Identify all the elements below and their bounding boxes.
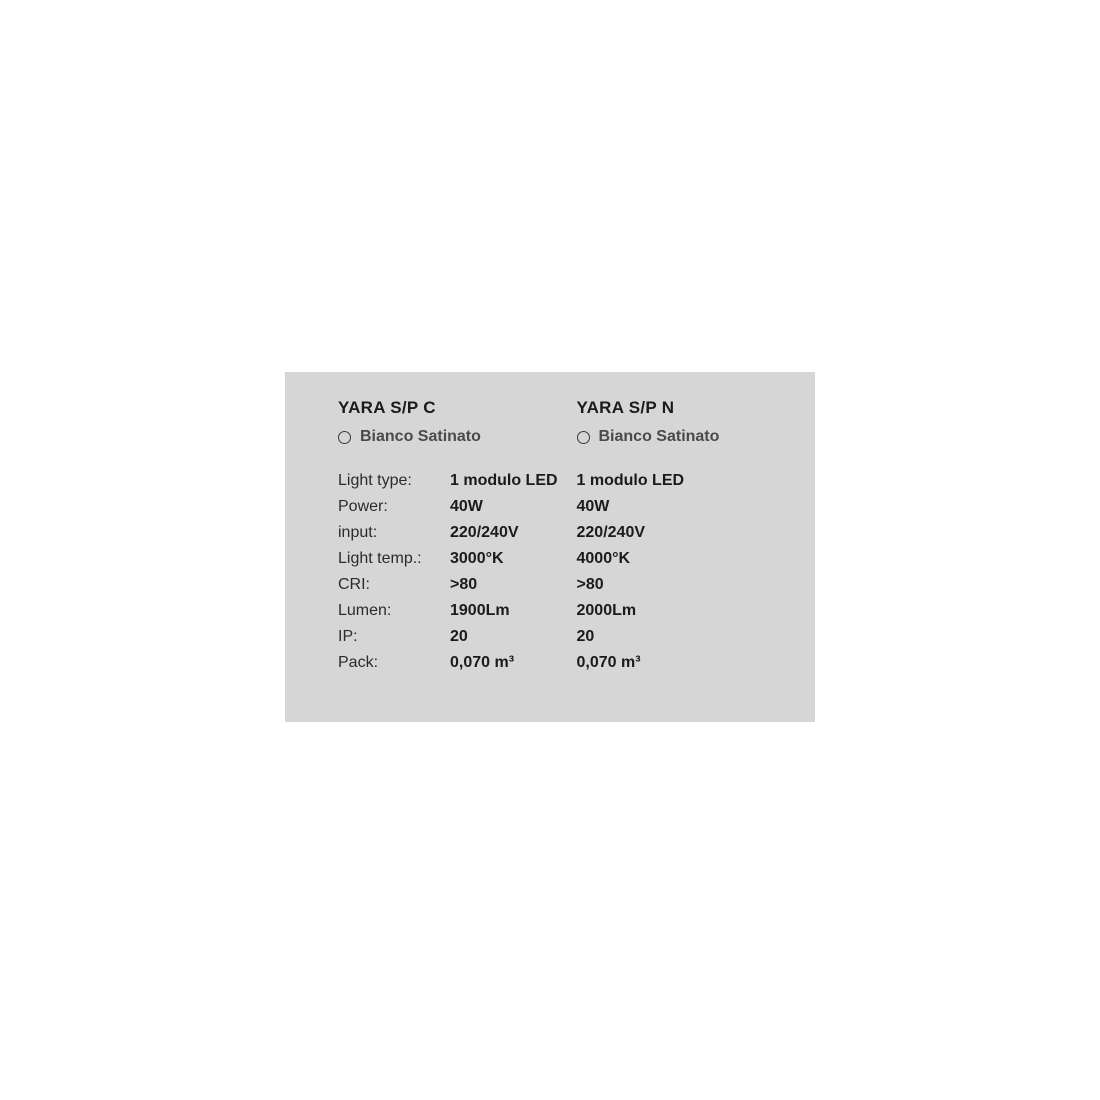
product-title: YARA S/P C bbox=[338, 398, 436, 417]
spec-row bbox=[338, 602, 577, 628]
spec-label: CRI: bbox=[338, 576, 370, 593]
radio-circle-icon[interactable] bbox=[577, 431, 590, 444]
spec-label: input: bbox=[338, 524, 378, 541]
finish-label: Bianco Satinato bbox=[598, 428, 720, 445]
spec-label: Lumen: bbox=[338, 602, 392, 619]
spec-value: 0,070 m³ bbox=[450, 654, 515, 671]
spec-label: Light type: bbox=[338, 472, 412, 489]
spec-value: 0,070 m³ bbox=[576, 654, 641, 671]
spec-value: >80 bbox=[576, 576, 604, 593]
spec-value: 1 modulo LED bbox=[450, 472, 558, 489]
spec-row bbox=[577, 550, 816, 576]
spec-row bbox=[338, 550, 577, 576]
spec-value: 20 bbox=[576, 628, 595, 645]
spec-value: 4000°K bbox=[576, 550, 631, 567]
spec-value: 40W bbox=[450, 498, 483, 515]
spec-row bbox=[577, 524, 816, 550]
spec-row bbox=[577, 628, 816, 654]
specifications-panel bbox=[285, 372, 815, 722]
spec-value: 3000°K bbox=[450, 550, 504, 567]
spec-row bbox=[577, 576, 816, 602]
spec-row bbox=[338, 628, 577, 654]
spec-label: IP: bbox=[338, 628, 358, 645]
spec-value: 40W bbox=[576, 498, 610, 515]
spec-row bbox=[338, 576, 577, 602]
spec-column-yara-s-p-n bbox=[577, 398, 816, 680]
spec-value: 20 bbox=[450, 628, 468, 645]
spec-label: Light temp.: bbox=[338, 550, 422, 567]
finish-label: Bianco Satinato bbox=[360, 428, 481, 445]
spec-row bbox=[338, 498, 577, 524]
spec-value: 220/240V bbox=[450, 524, 519, 541]
spec-row bbox=[577, 498, 816, 524]
spec-value: 220/240V bbox=[576, 524, 646, 541]
finish-option-row[interactable] bbox=[577, 428, 816, 446]
spec-row bbox=[577, 602, 816, 628]
spec-row bbox=[577, 472, 816, 498]
spec-list bbox=[577, 472, 816, 680]
spec-value: >80 bbox=[450, 576, 478, 593]
spec-row bbox=[338, 524, 577, 550]
spec-columns bbox=[338, 398, 815, 680]
spec-value: 1 modulo LED bbox=[576, 472, 685, 489]
spec-row bbox=[338, 654, 577, 680]
spec-row bbox=[577, 654, 816, 680]
spec-value: 1900Lm bbox=[450, 602, 510, 619]
finish-option-row[interactable] bbox=[338, 428, 577, 446]
radio-circle-icon[interactable] bbox=[338, 431, 351, 444]
spec-label: Power: bbox=[338, 498, 388, 515]
product-title: YARA S/P N bbox=[576, 398, 675, 417]
spec-value: 2000Lm bbox=[576, 602, 637, 619]
spec-label: Pack: bbox=[338, 654, 379, 671]
spec-row bbox=[338, 472, 577, 498]
spec-column-yara-s-p-c bbox=[338, 398, 577, 680]
spec-list bbox=[338, 472, 577, 680]
